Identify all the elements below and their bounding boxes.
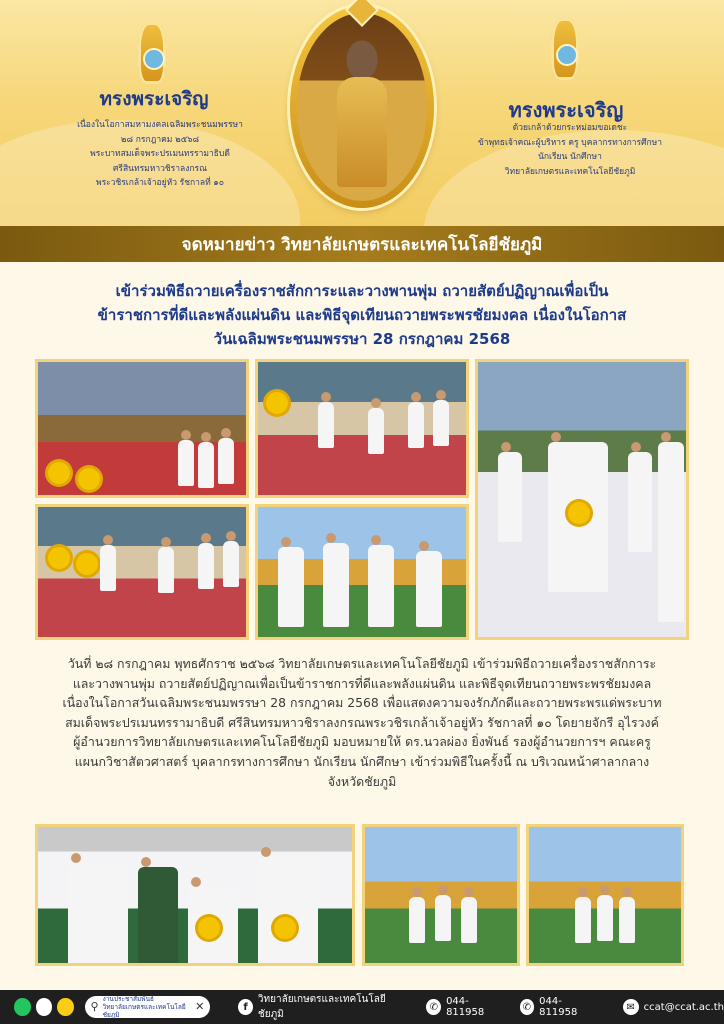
person-figure xyxy=(575,897,591,943)
person-figure xyxy=(198,442,214,488)
flower-decoration xyxy=(198,917,220,939)
person-figure xyxy=(435,895,451,941)
phone-link-2[interactable]: ✆ 044-811958 xyxy=(520,996,595,1018)
person-figure xyxy=(416,551,442,627)
close-icon[interactable]: ✕ xyxy=(195,1000,205,1013)
photo-group-in-front-of-arch[interactable] xyxy=(255,504,469,640)
person-figure xyxy=(138,867,178,966)
person-figure xyxy=(597,895,613,941)
facebook-link[interactable]: f วิทยาลัยเกษตรและเทคโนโลยีชัยภูมิ xyxy=(238,992,398,1022)
news-body-text: วันที่ ๒๘ กรกฎาคม พุทธศักราช ๒๕๖๘ วิทยาลัยเกษตรและเทคโนโลยีชัยภูมิ เข้าร่วมพิธีถวายเครื่องราชสักการะ และวางพานพุ่ม ถวายสัตย์ปฏิญาณเพื่อเป็นข้าราชการที่ดีและพลังแผ่นดิน และพิธีจุดเทียนถวายพระพรชัยมงคล เนื่องในโอกาสวันเฉลิมพระชนมพรรษา 28 กรกฎาคม 2568 เพื่อแสดงความจงรักภักดีและถวายพระพรแด่พระบาท สมเด็จพระปรเมนทรรามาธิบดี ศรีสินทรมหาวชิราลงกรณพระวชิรเกล้าเจ้าอยู่หัว รัชกาลที่ ๑๐ โดยายจักรี อุไรวงค์ ผู้อำนวยการวิทยาลัยเกษตรและเทคโนโลยีชัยภูมิ มอบหมายให้ ดร.นวลผ่อง ยิ่งพันธ์ รองผู้อำนวยการฯ คณะครู แผนกวิชาสัตวศาสตร์ บุคลากรทางการศึกษา นักเรียน นักศึกษา เข้าร่วมพิธีในครั้งนี้ ณ บริเวณหน้าศาลากลาง จังหวัดชัยภูมิ xyxy=(62,656,662,789)
news-headline: เข้าร่วมพิธีถวายเครื่องราชสักการะและวางพานพุ่ม ถวายสัตย์ปฏิญาณเพื่อเป็น ข้าราชการที่ดีและพลังแผ่นดิน และพิธีจุดเทียนถวายพระพรชัยมงคล เนื่องในโอกาส วันเฉลิมพระชนมพรรษา 28 กรกฎาคม 2568 xyxy=(97,282,627,348)
person-figure xyxy=(278,547,304,627)
king-portrait-frame xyxy=(290,6,434,208)
flower-decoration xyxy=(568,502,590,524)
header-banner xyxy=(0,0,724,226)
person-figure xyxy=(158,547,174,593)
status-dot-yellow xyxy=(57,998,74,1016)
person-figure xyxy=(258,857,318,966)
phone-link-1[interactable]: ✆ 044-811958 xyxy=(426,996,501,1018)
person-figure xyxy=(68,863,128,966)
person-figure xyxy=(198,543,214,589)
person-figure xyxy=(368,408,384,454)
flower-decoration xyxy=(274,917,296,939)
royal-emblem-right-icon xyxy=(551,18,579,80)
person-figure xyxy=(223,541,239,587)
person-figure xyxy=(628,452,652,552)
person-figure xyxy=(658,442,684,622)
photo-deputy-director[interactable] xyxy=(475,359,689,640)
person-figure xyxy=(461,897,477,943)
royal-emblem-left-icon xyxy=(138,22,166,84)
left-blessing-text: เนื่องในโอกาสมหามงคลเฉลิมพระชนมพรรษา ๒๘ กรกฎาคม ๒๕๖๘ พระบาทสมเด็จพระปรเมนทรรามาธิบดี ศรีสินทรมหาวชิราลงกรณ พระวชิรเกล้าเจ้าอยู่หัว รัชกาลที่ ๑๐ xyxy=(77,120,243,188)
left-blessing-title: ทรงพระเจริญ xyxy=(99,88,209,110)
person-figure xyxy=(100,545,116,591)
flower-decoration xyxy=(78,468,100,490)
status-dot-white xyxy=(36,998,53,1016)
email-link[interactable]: ✉ ccat@ccat.ac.th xyxy=(623,999,724,1015)
photo-students-group[interactable] xyxy=(35,824,355,966)
photo-arch-group-2[interactable] xyxy=(526,824,684,966)
search-icon: ⚲ xyxy=(90,1000,99,1013)
right-blessing-text: ด้วยเกล้าด้วยกระหม่อมขอเดชะ ข้าพุทธเจ้าคณะผู้บริหาร ครู บุคลากรทางการศึกษา นักเรียน นักศึกษา วิทยาลัยเกษตรและเทคโนโลยีชัยภูมิ xyxy=(477,123,663,177)
person-figure xyxy=(323,543,349,627)
right-blessing-title: ทรงพระเจริญ xyxy=(508,98,624,122)
search-text: งานประชาสัมพันธ์ วิทยาลัยเกษตรและเทคโนโลยีชัยภูมิ xyxy=(102,995,186,1019)
flower-decoration xyxy=(76,553,98,575)
photo-offering-ceremony[interactable] xyxy=(255,359,469,498)
email-icon: ✉ xyxy=(623,999,639,1015)
phone-icon: ✆ xyxy=(520,999,535,1015)
person-figure xyxy=(408,402,424,448)
flower-decoration xyxy=(48,547,70,569)
status-dot-green xyxy=(14,998,31,1016)
person-figure xyxy=(498,452,522,542)
photo-ceremony-stage[interactable] xyxy=(35,359,249,498)
facebook-icon: f xyxy=(238,999,253,1015)
person-figure xyxy=(178,440,194,486)
search-box[interactable] xyxy=(85,996,211,1018)
person-figure xyxy=(409,897,425,943)
person-figure xyxy=(433,400,449,446)
flower-decoration xyxy=(266,392,288,414)
photo-floral-offering[interactable] xyxy=(35,504,249,640)
king-portrait-image xyxy=(297,13,427,201)
flower-decoration xyxy=(48,462,70,484)
newsletter-title-bar: จดหมายข่าว วิทยาลัยเกษตรและเทคโนโลยีชัยภูมิ xyxy=(0,226,724,262)
person-figure xyxy=(218,438,234,484)
person-figure xyxy=(619,897,635,943)
person-figure xyxy=(368,545,394,627)
footer-bar xyxy=(0,990,724,1024)
person-figure xyxy=(318,402,334,448)
phone-icon: ✆ xyxy=(426,999,441,1015)
photo-arch-group-1[interactable] xyxy=(362,824,520,966)
